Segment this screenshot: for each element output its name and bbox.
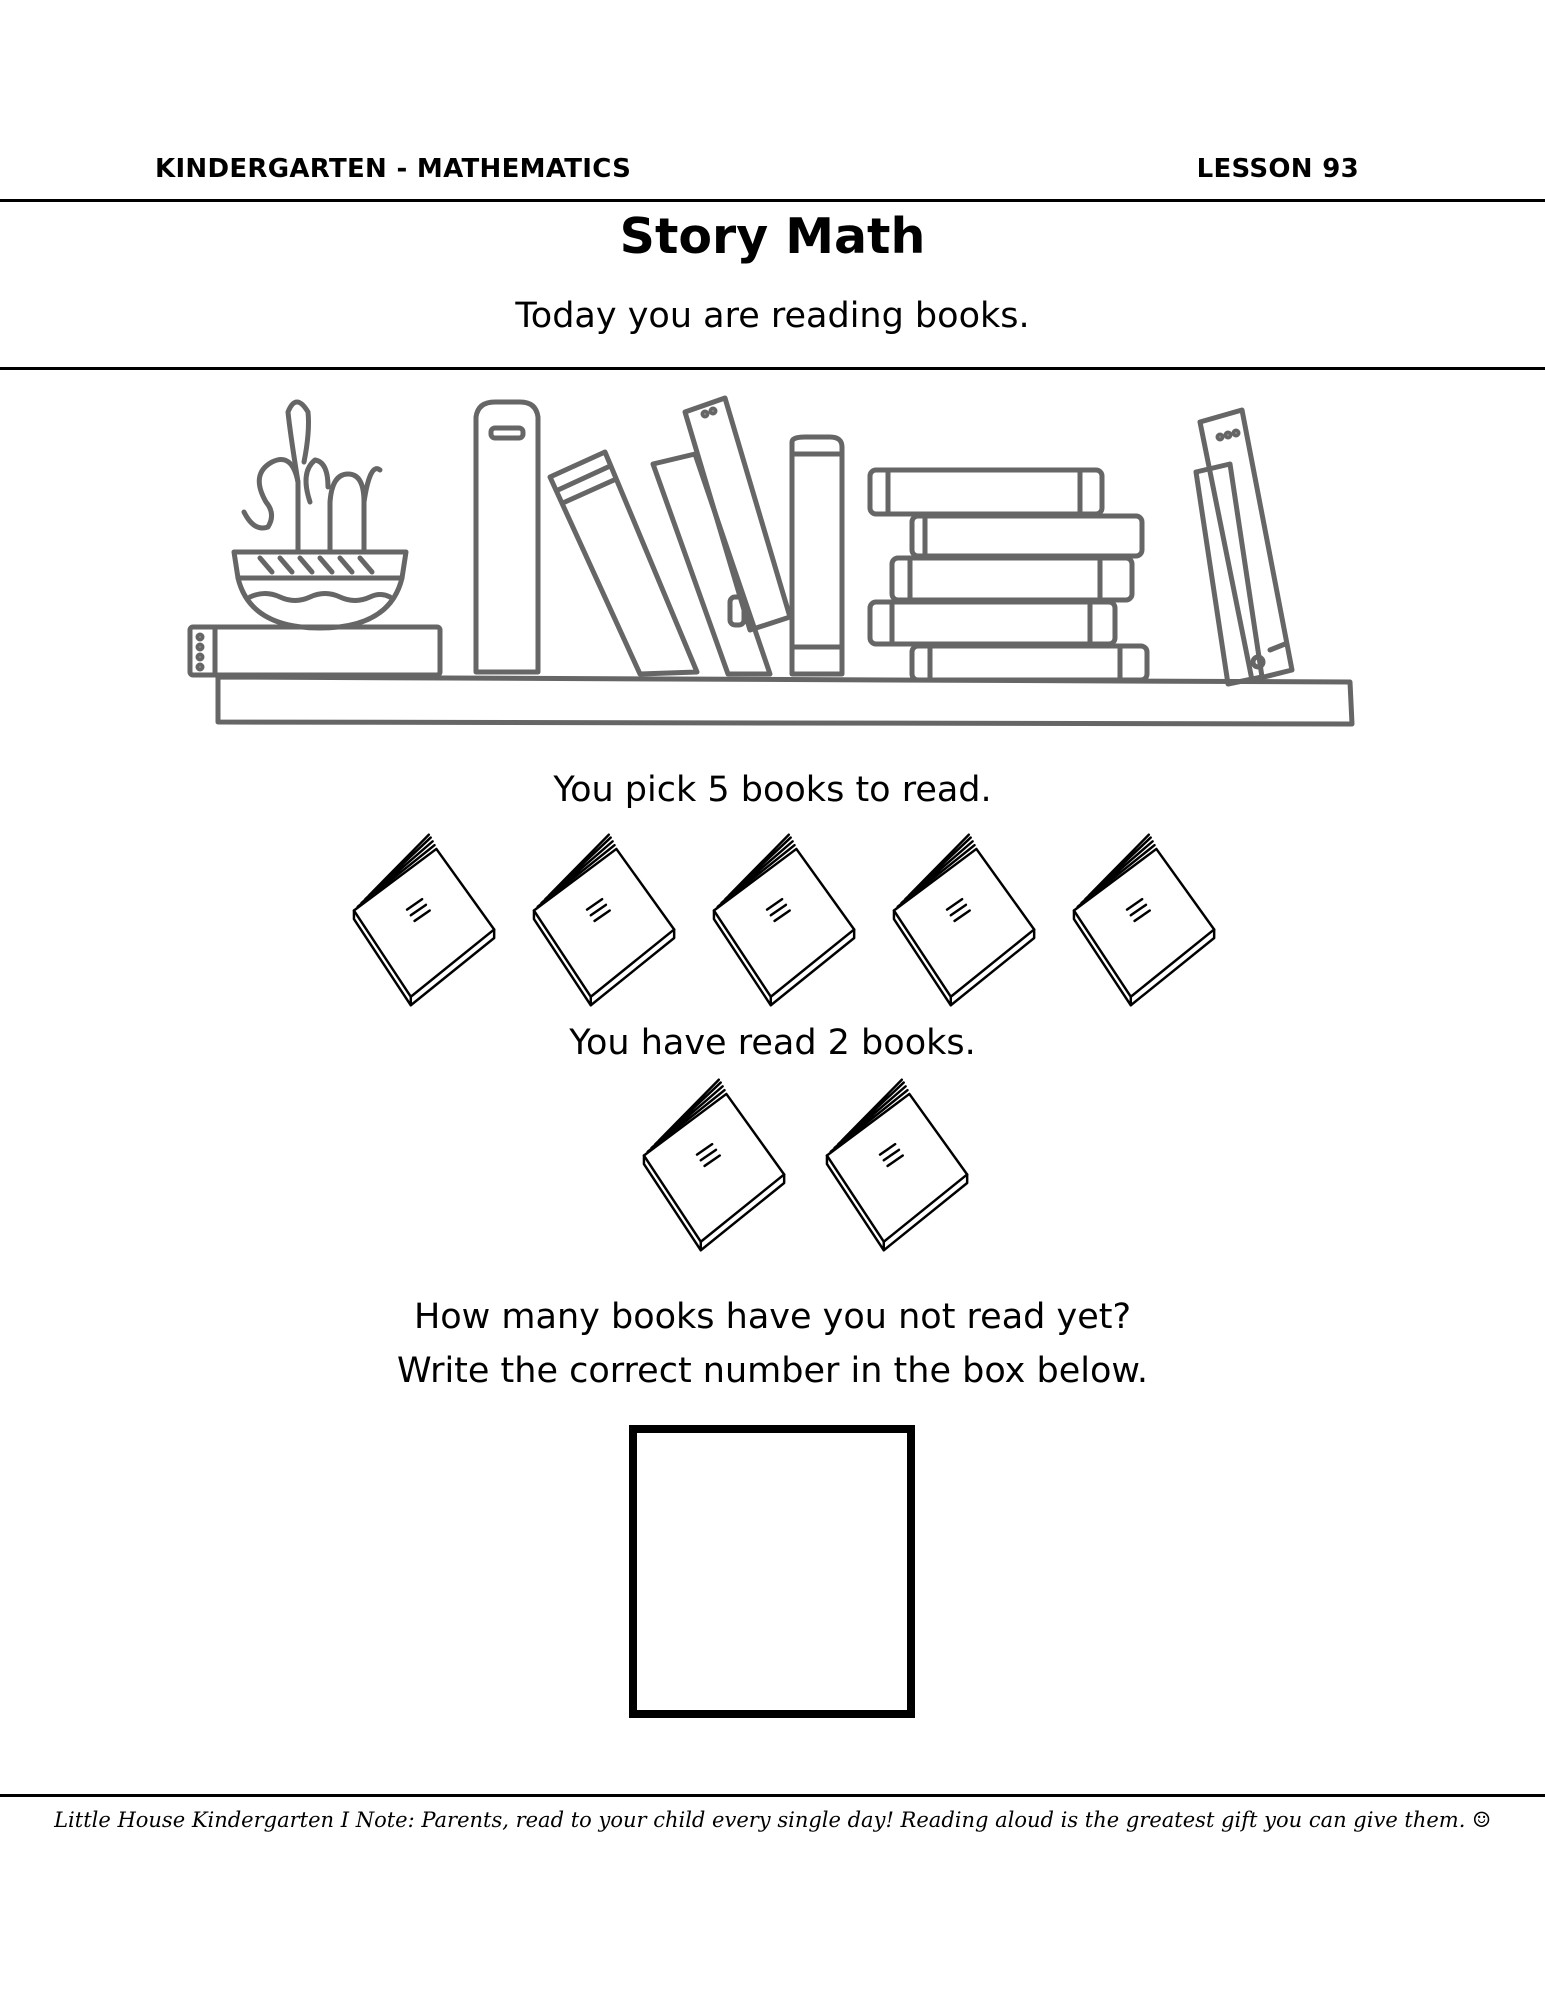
intro-text: Today you are reading books. — [515, 296, 1030, 336]
book-icon — [520, 830, 690, 1010]
lesson-number: LESSON 93 — [1196, 154, 1359, 184]
picked-books-text: You pick 5 books to read. — [553, 770, 992, 810]
question-text: How many books have you not read yet? — [413, 1297, 1132, 1337]
answer-box[interactable] — [629, 1425, 915, 1718]
footer-note: Little House Kindergarten I Note: Parents, read to your child every single day! Reading aloud is the greatest gift you can give them. ☺ — [54, 1808, 1491, 1832]
footer-divider — [0, 1794, 1545, 1797]
book-icon — [700, 830, 870, 1010]
book-icon — [630, 1075, 800, 1255]
book-icon — [340, 830, 510, 1010]
subject-label: KINDERGARTEN - MATHEMATICS — [155, 154, 632, 184]
read-books-text: You have read 2 books. — [569, 1023, 976, 1063]
book-icon — [813, 1075, 983, 1255]
header-divider — [0, 199, 1545, 202]
book-icon — [880, 830, 1050, 1010]
page-title: Story Math — [619, 208, 926, 265]
instruction-text: Write the correct number in the box below. — [397, 1351, 1148, 1391]
section-divider — [0, 367, 1545, 370]
bookshelf-illustration-icon — [180, 392, 1360, 732]
book-icon — [1060, 830, 1230, 1010]
